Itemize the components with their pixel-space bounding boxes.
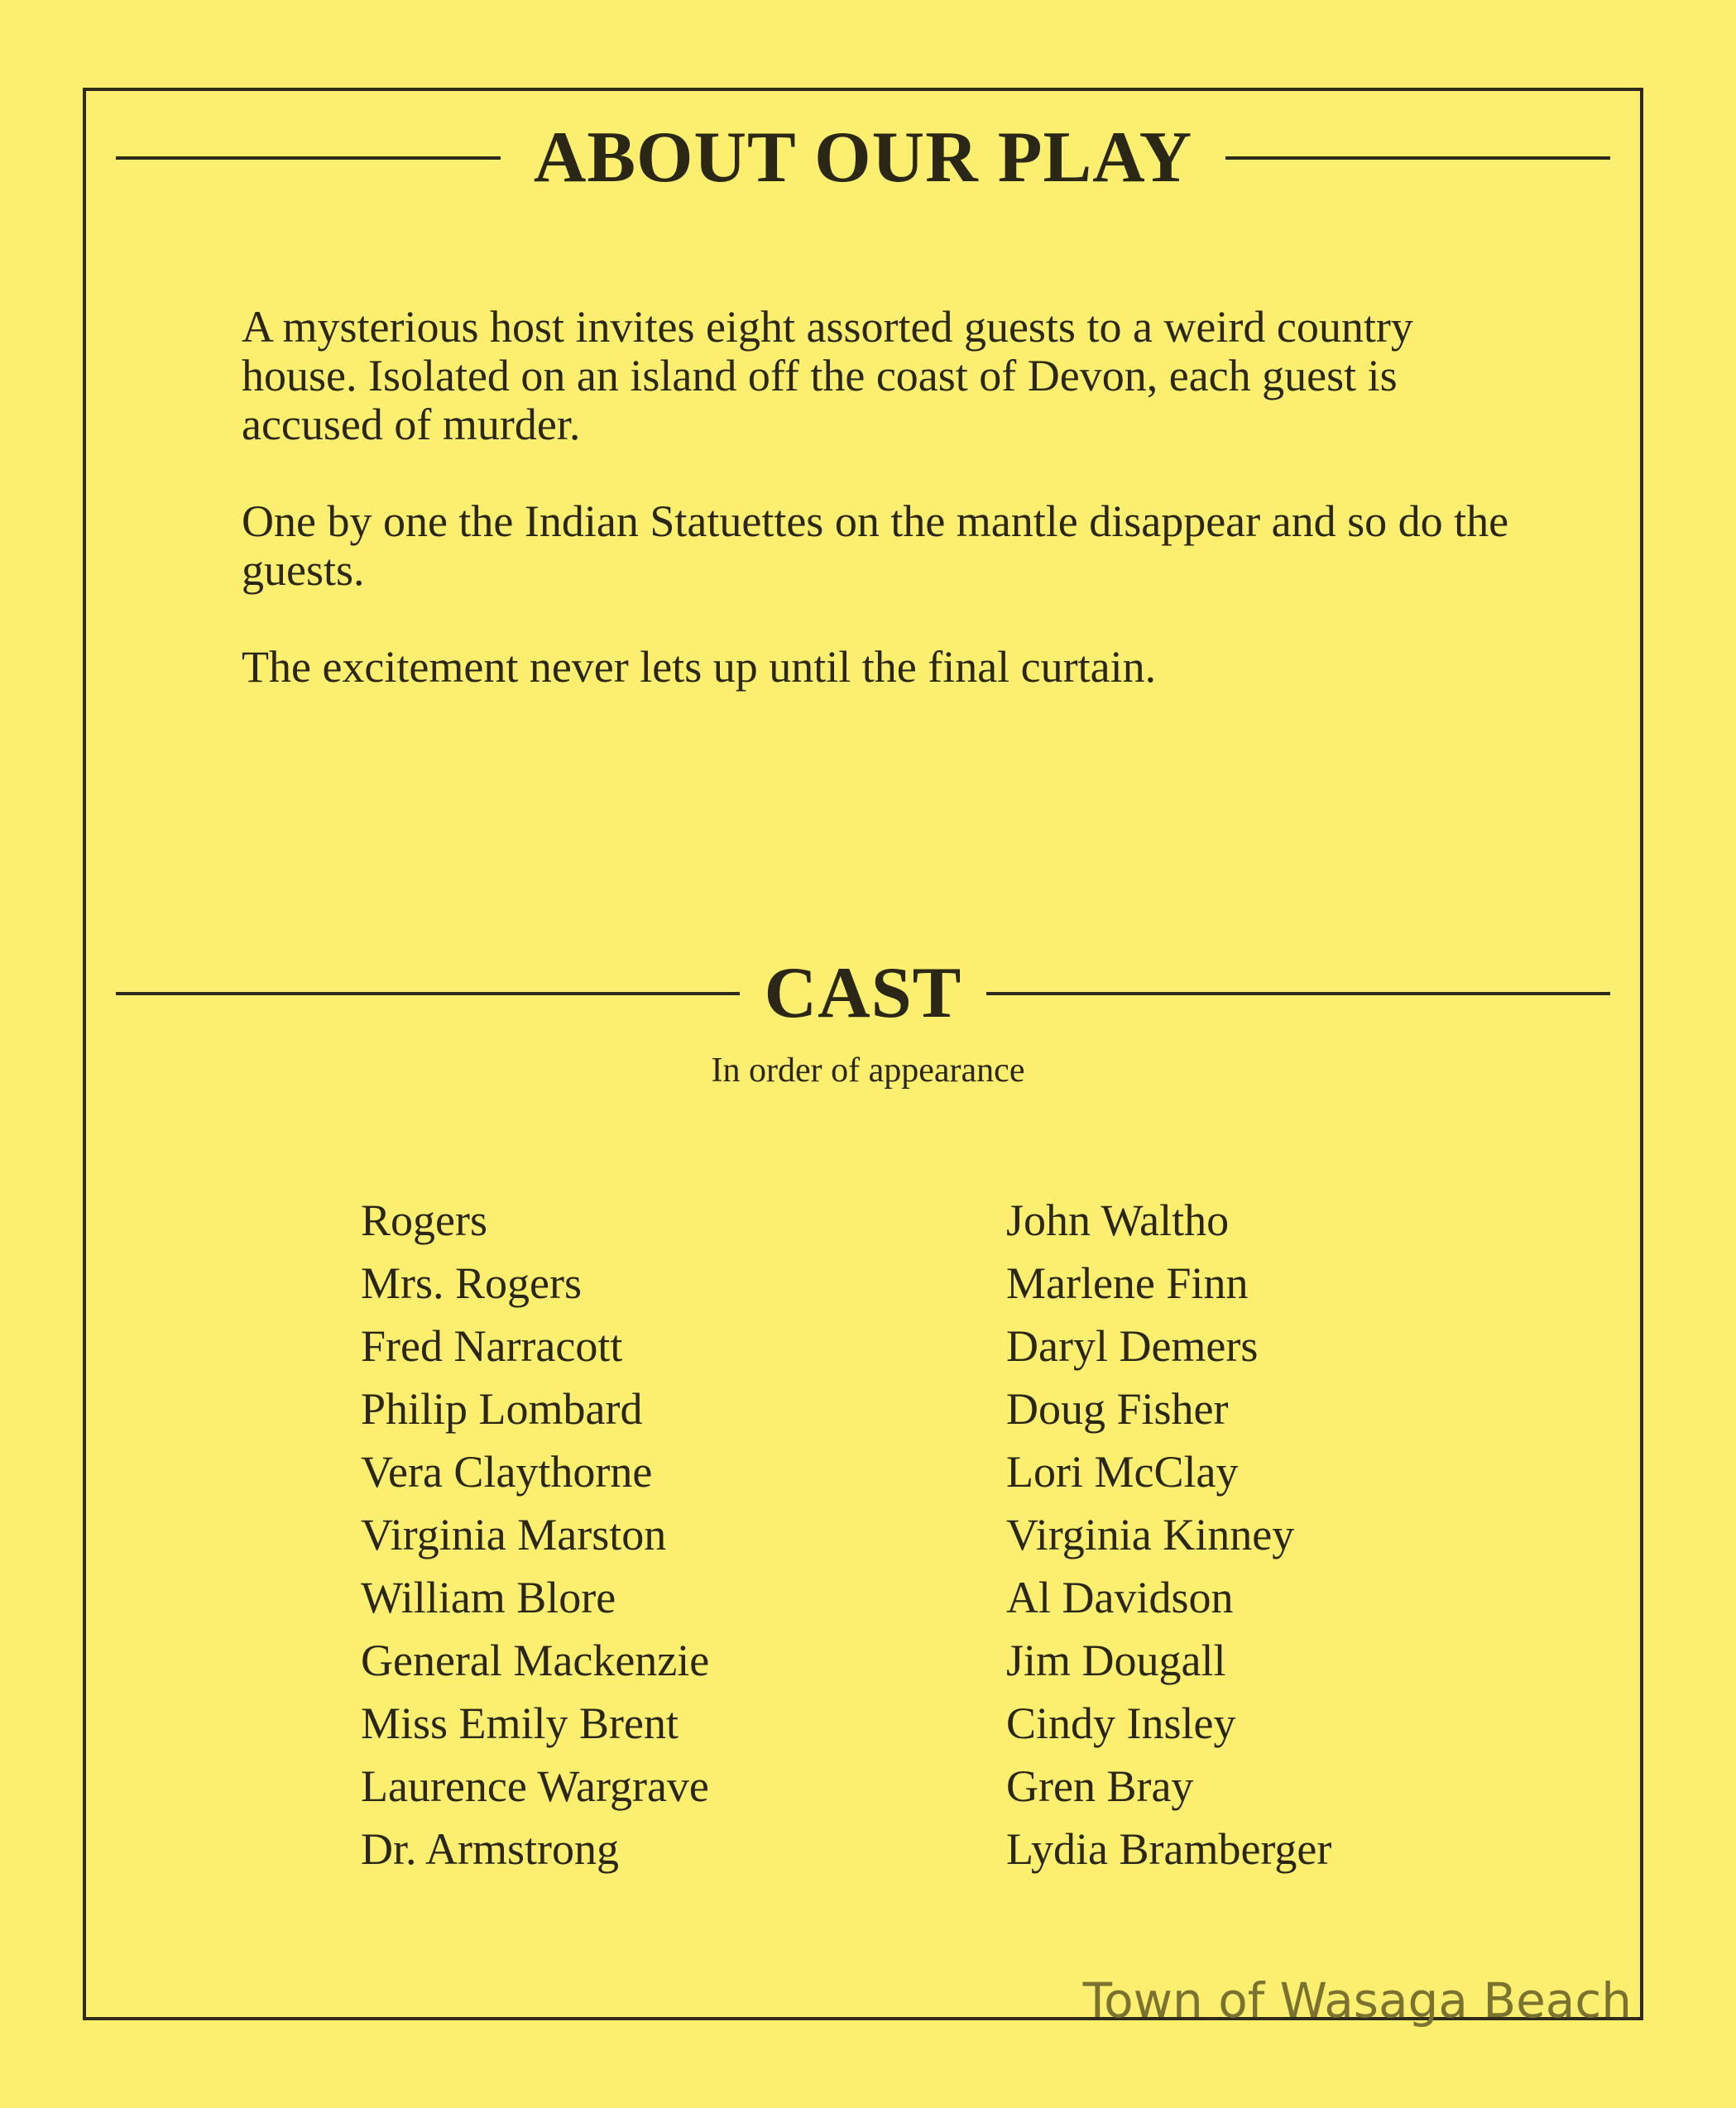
heading-rule-right	[1225, 156, 1610, 160]
heading-rule-left	[116, 992, 740, 995]
description-paragraph: A mysterious host invites eight assorted guests to a weird country house. Isolated on an island off the coast of Devon, each guest is accused of murder.	[242, 302, 1413, 449]
cast-row	[361, 1755, 1436, 1818]
character-name: Vera Claythorne	[361, 1447, 653, 1497]
character-name: General Mackenzie	[361, 1636, 710, 1685]
character-name: Miss Emily Brent	[361, 1698, 679, 1748]
cast-row	[361, 1377, 1436, 1440]
cast-row	[361, 1189, 1436, 1252]
cast-row	[361, 1252, 1436, 1315]
actor-name: Lydia Bramberger	[1006, 1824, 1332, 1874]
cast-row	[361, 1440, 1436, 1503]
cast-row	[361, 1315, 1436, 1377]
cast-row	[361, 1629, 1436, 1692]
character-name: Philip Lombard	[361, 1384, 643, 1434]
character-name: Laurence Wargrave	[361, 1761, 709, 1811]
cast-row	[361, 1818, 1436, 1880]
actor-name: Lori McClay	[1006, 1447, 1239, 1497]
about-title: ABOUT OUR PLAY	[533, 117, 1193, 198]
actor-name: Marlene Finn	[1006, 1258, 1249, 1308]
actor-name: Jim Dougall	[1006, 1636, 1226, 1685]
heading-rule-left	[116, 156, 501, 160]
character-name: Mrs. Rogers	[361, 1258, 582, 1308]
character-name: William Blore	[361, 1573, 616, 1622]
actor-name: Daryl Demers	[1006, 1321, 1259, 1371]
actor-name: Gren Bray	[1006, 1761, 1194, 1811]
cast-heading	[116, 951, 1610, 1035]
actor-name: Doug Fisher	[1006, 1384, 1229, 1434]
actor-name: John Waltho	[1006, 1195, 1230, 1245]
about-heading	[116, 116, 1610, 199]
cast-row	[361, 1566, 1436, 1629]
cast-list	[361, 1189, 1436, 1880]
character-name: Fred Narracott	[361, 1321, 623, 1371]
actor-name: Virginia Kinney	[1006, 1510, 1295, 1559]
character-name: Rogers	[361, 1195, 487, 1245]
watermark: Town of Wasaga Beach	[1082, 1972, 1632, 2029]
heading-rule-right	[986, 992, 1610, 995]
description-paragraph: The excitement never lets up until the final curtain.	[242, 642, 1157, 692]
cast-row	[361, 1692, 1436, 1755]
actor-name: Al Davidson	[1006, 1573, 1234, 1622]
actor-name: Cindy Insley	[1006, 1698, 1236, 1748]
character-name: Dr. Armstrong	[361, 1824, 620, 1874]
cast-row	[361, 1503, 1436, 1566]
description-paragraph: One by one the Indian Statuettes on the mantle disappear and so do the guests.	[242, 496, 1509, 595]
play-description	[242, 303, 1532, 740]
cast-title: CAST	[764, 953, 962, 1033]
cast-subtitle: In order of appearance	[711, 1052, 1025, 1090]
character-name: Virginia Marston	[361, 1510, 667, 1559]
